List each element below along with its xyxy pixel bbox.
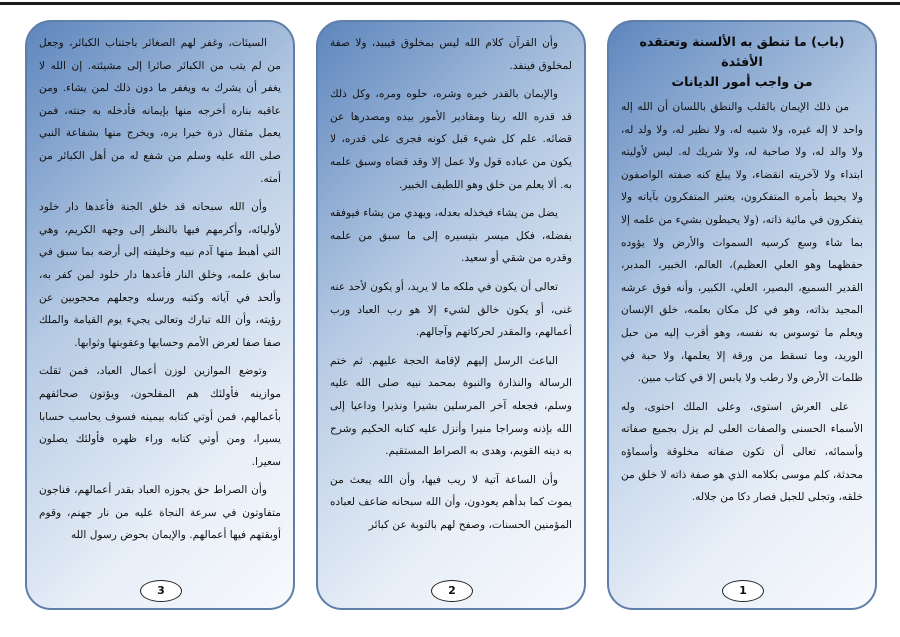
page-3-paragraph-2: وأن الله سبحانه قد خلق الجنة فأعدها دار خلود لأوليائه، وأكرمهم فيها بالنظر إلى وجهه الكريم، وهي التي أهبط منها آدم نبيه وخليفته إلى أرضه بما سبق في سابق علمه، وخلق النار فأعدها دار خلود لمن كفر به، وألحد في آياته وكتبه ورسله وجعلهم محجوبين عن رؤيته، وأن الله تبارك وتعالى يجيء يوم القيامة والملك صفا صفا لعرض الأمم وحسابها وعقوبتها وثوابها. (39, 201, 281, 349)
page-2-paragraph-2: والإيمان بالقدر خيره وشره، حلوه ومره، وكل ذلك قد قدره الله ربنا ومقادير الأمور بيده ومصدرها عن قضائه. علم كل شيء قبل كونه فجرى على قدره، لا يكون من عباده قول ولا عمل إلا وقد قضاه وسبق علمه به. ألا يعلم من خلق وهو اللطيف الخبير. (330, 88, 572, 191)
page-number-1: 1 (722, 580, 764, 602)
page-number-2: 2 (431, 580, 473, 602)
page-2-paragraph-3: يضل من يشاء فيخذله بعدله، ويهدي من يشاء فيوفقه بفضله، فكل ميسر بتيسيره إلى ما سبق من علمه وقدره من شقي أو سعيد. (330, 207, 572, 265)
page-1-paragraph-2: على العرش استوى، وعلى الملك احتوى، وله الأسماء الحسنى والصفات العلى لم يزل بجميع صفاته وأسمائه، تعالى أن تكون صفاته مخلوقة وأسماؤه محدثة، كلم موسى بكلامه الذي هو صفة ذاته لا خلق من خلقه، وتجلى للجبل فصار دكا من جلاله. (621, 400, 863, 504)
page-1-paragraph-1: من ذلك الإيمان بالقلب والنطق باللسان أن الله إله واحد لا إله غيره، ولا شبيه له، ولا نظير له، ولا ولد له، ولا والد له، ولا صاحبة له، ولا شريك له. ليس لأوليته ابتداء ولا لآخريته انقضاء، ولا يبلغ كنه صفته الواصفون ولا يحيط بأمره المتفكرون، يعتبر المتفكرون بآياته ولا يتفكرون في مائية ذاته، (ولا يحيطون بشيء من علمه إلا بما شاء وسع كرسيه السموات والأرض ولا يؤوده حفظهما وهو العلي العظيم)، العالم، الخبير، المدبر، القدير السميع، البصير، العلي، الكبير، وأنه فوق عرشه المجيد بذاته، وهو في كل مكان بعلمه، خلق الإنسان ويعلم ما توسوس به نفسه، وهو أقرب إليه من حبل الوريد، وما تسقط من ورقة إلا يعلمها، ولا حبة في ظلمات الأرض ولا رطب ولا يابس إلا في كتاب مبين. (621, 101, 863, 385)
page-number-3: 3 (140, 580, 182, 602)
page-2-paragraph-5: الباعث الرسل إليهم لإقامة الحجة عليهم. ثم ختم الرسالة والنذارة والنبوة بمحمد نبيه صلى الله عليه وسلم، فجعله آخر المرسلين بشيرا ونذيرا وداعيا إلى الله بإذنه وسراجا منيرا وأنزل عليه كتابه الحكيم وشرح به دينه القويم، وهدى به الصراط المستقيم. (330, 354, 572, 458)
top-rule (0, 2, 900, 5)
page-panel-1 (607, 20, 877, 610)
chapter-title (621, 32, 863, 92)
page-panel-3 (25, 20, 295, 610)
chapter-title-line-2: من واجب أمور الديانات (671, 74, 813, 89)
page-2-text (330, 32, 572, 570)
page-2-paragraph-4: تعالى أن يكون في ملكه ما لا يريد، أو يكون لأحد عنه غنى، أو يكون خالق لشيء إلا هو رب العباد ورب أعمالهم، والمقدر لحركاتهم وآجالهم. (330, 280, 572, 339)
page-3-text (39, 32, 281, 570)
page-2-paragraph-6: وأن الساعة آتية لا ريب فيها، وأن الله يبعث من يموت كما بدأهم يعودون، وأن الله سبحانه ضاعف لعباده المؤمنين الحسنات، وصفح لهم بالتوبة عن كبائر (330, 473, 572, 531)
page-3-paragraph-3: وتوضع الموازين لوزن أعمال العباد، فمن ثقلت موازينه فأولئك هم المفلحون، ويؤتون صحائفهم بأعمالهم، فمن أوتي كتابه بيمينه فسوف يحاسب حسابا يسيرا، ومن أوتي كتابه وراء ظهره فأولئك يصلون سعيرا. (39, 365, 281, 468)
page-panel-2 (316, 20, 586, 610)
page-2-paragraph-1: وأن القرآن كلام الله ليس بمخلوق فيبيد، ولا صفة لمخلوق فينفد. (330, 37, 572, 72)
chapter-title-line-1: (باب) ما تنطق به الألسنة وتعتقده الأفئدة (639, 34, 845, 69)
page-3-paragraph-4: وأن الصراط حق يجوزه العباد بقدر أعمالهم، فناجون متفاوتون في سرعة النجاة عليه من نار جهنم، وقوم أوبقتهم فيها أعمالهم. والإيمان بحوض رسول الله (39, 484, 281, 542)
page-1-text (621, 32, 863, 570)
page-3-paragraph-1: السيئات، وغفر لهم الصغائر باجتناب الكبائر، وجعل من لم يتب من الكبائر صائرا إلى مشيئته. إن الله لا يغفر أن يشرك به ويغفر ما دون ذلك لمن يشاء. ومن عاقبه بناره أخرجه منها بإيمانه فأدخله به جنته، فمن يعمل مثقال ذرة خيرا يره، ويخرج منها بشفاعة النبي صلى الله عليه وسلم من شفع له من أهل الكبائر من أمته. (39, 37, 281, 185)
